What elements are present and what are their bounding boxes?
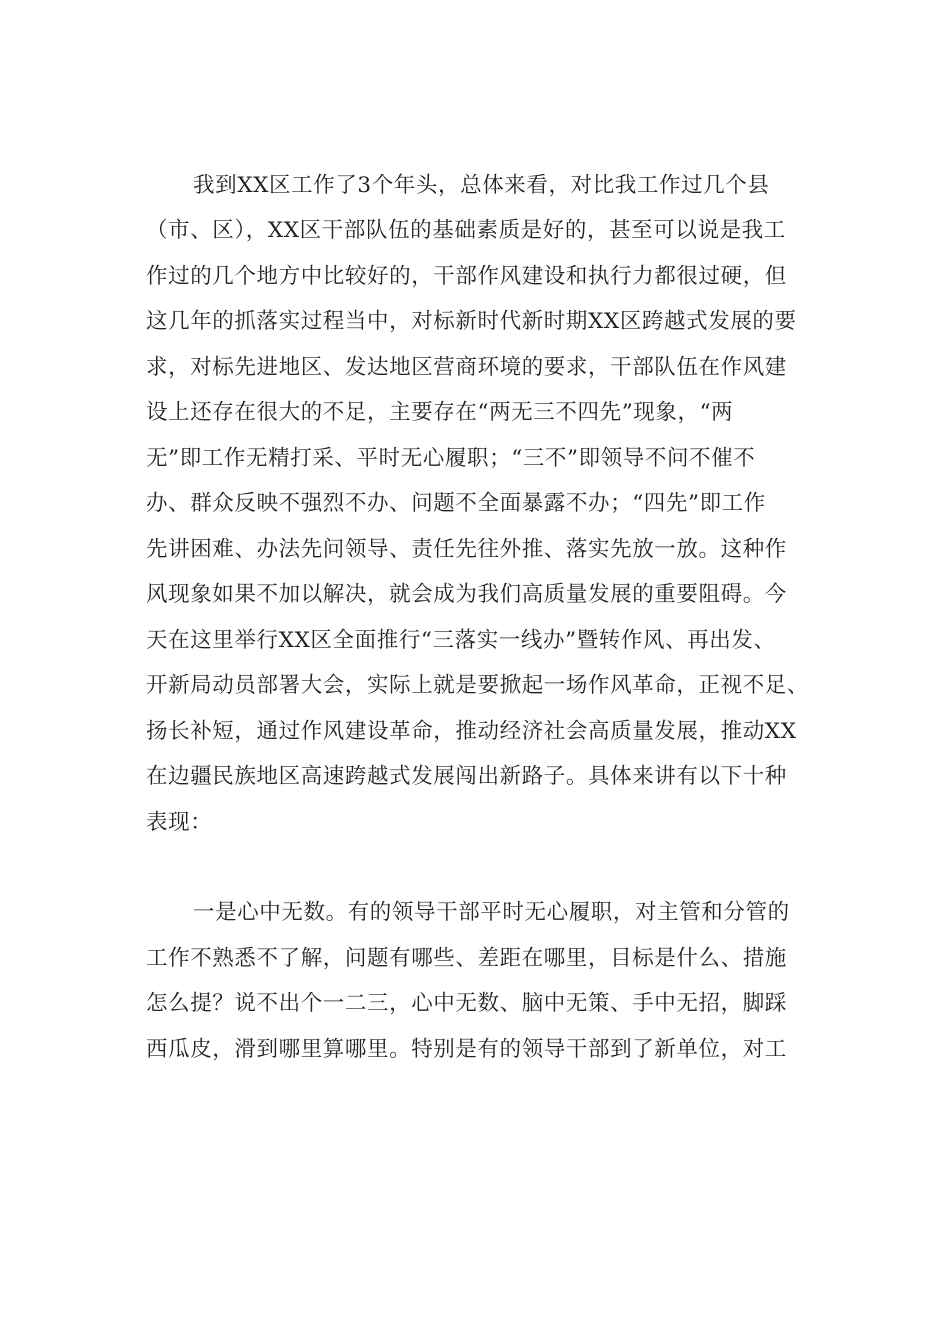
paragraph-line: 作过的几个地方中比较好的，干部作风建设和执行力都很过硬，但 [146, 264, 787, 289]
paragraph-line: 无”即工作无精打采、平时无心履职；“三不”即领导不问不催不 [146, 446, 756, 471]
paragraph-line: 一是心中无数。有的领导干部平时无心履职，对主管和分管的 [193, 900, 790, 925]
paragraph-line: 怎么提？说不出个一二三，心中无数、脑中无策、手中无招，脚踩 [146, 991, 787, 1016]
paragraph-line: 办、群众反映不强烈不办、问题不全面暴露不办；“四先”即工作 [146, 491, 766, 516]
paragraph-line: 工作不熟悉不了解，问题有哪些、差距在哪里，目标是什么、措施 [146, 946, 787, 971]
paragraph-line: 开新局动员部署大会，实际上就是要掀起一场作风革命，正视不足、 [146, 673, 810, 698]
paragraph-line: 这几年的抓落实过程当中，对标新时代新时期XX区跨越式发展的要 [146, 309, 797, 334]
paragraph-line: 风现象如果不加以解决，就会成为我们高质量发展的重要阻碍。今 [146, 582, 787, 607]
paragraph-line: 扬长补短，通过作风建设革命，推动经济社会高质量发展，推动XX [146, 719, 797, 744]
paragraph-line: （市、区），XX区干部队伍的基础素质是好的，甚至可以说是我工 [146, 218, 786, 243]
paragraph-line: 天在这里举行XX区全面推行“三落实一线办”暨转作风、再出发、 [146, 628, 776, 653]
paragraph-line: 表现： [146, 810, 213, 835]
paragraph-line: 在边疆民族地区高速跨越式发展闯出新路子。具体来讲有以下十种 [146, 764, 787, 789]
paragraph-line: 先讲困难、办法先问领导、责任先往外推、落实先放一放。这种作 [146, 537, 787, 562]
paragraph-line: 设上还存在很大的不足，主要存在“两无三不四先”现象，“两 [146, 400, 734, 425]
paragraph-line: 求，对标先进地区、发达地区营商环境的要求，干部队伍在作风建 [146, 355, 787, 380]
paragraph-line: 我到XX区工作了3个年头，总体来看，对比我工作过几个县 [193, 173, 770, 198]
paragraph-line: 西瓜皮，滑到哪里算哪里。特别是有的领导干部到了新单位，对工 [146, 1037, 787, 1062]
